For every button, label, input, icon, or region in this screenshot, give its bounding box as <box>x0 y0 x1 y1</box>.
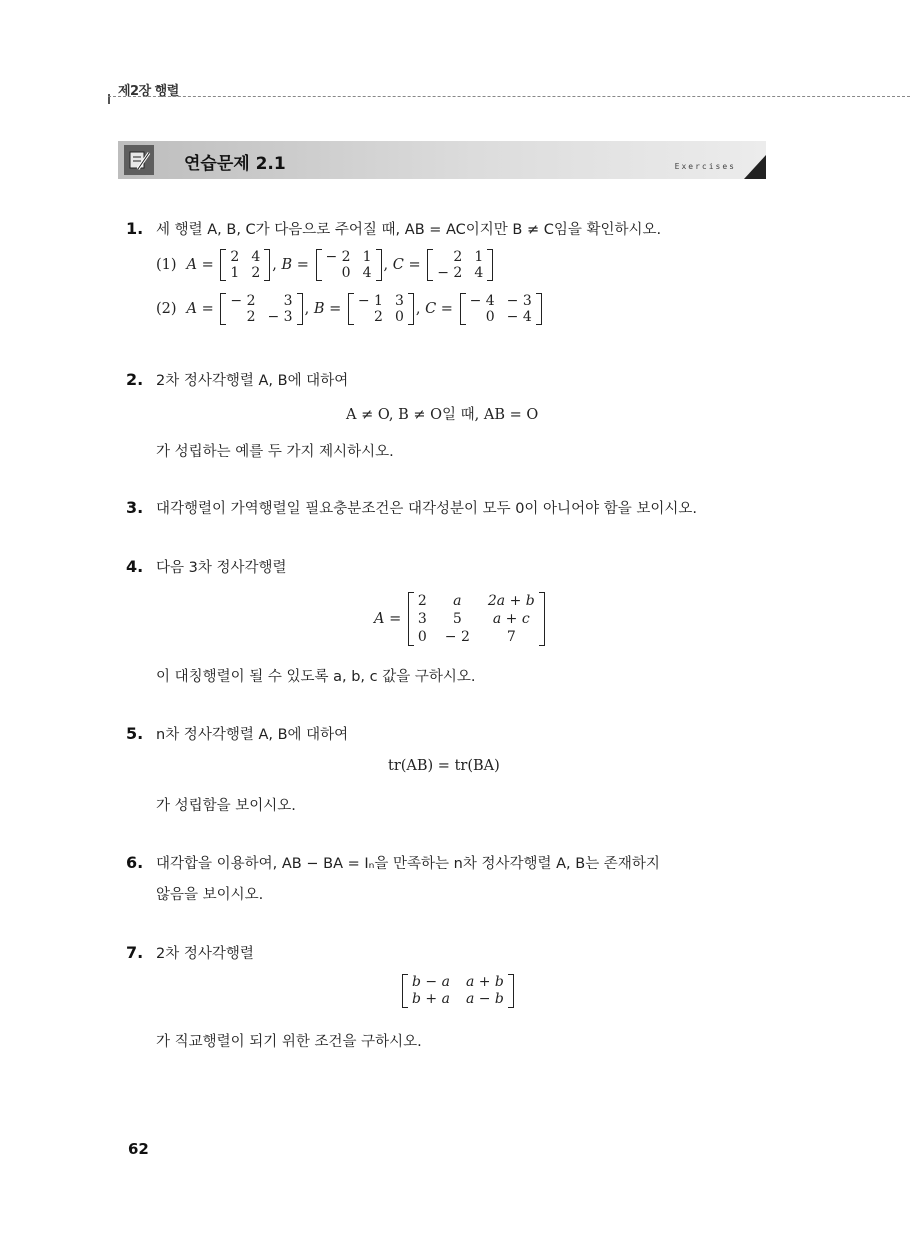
matrix-A <box>220 249 270 281</box>
matrix-cell: − 2 <box>444 629 470 645</box>
problem-7 <box>126 942 254 963</box>
problem-number: 5. <box>126 724 144 743</box>
matrix-C <box>427 249 493 281</box>
matrix-cell: 4 <box>251 249 261 265</box>
matrix-cell: 2 <box>246 309 256 325</box>
header-rule <box>108 96 910 97</box>
matrix-cell: 2 <box>374 309 383 325</box>
problem-5 <box>126 723 348 744</box>
matrix-cell: 2 <box>453 249 463 265</box>
problem-text: 2차 정사각행렬 <box>156 946 254 962</box>
matrix-cell: 3 <box>394 293 404 309</box>
problem-4-matrix-display <box>374 592 547 646</box>
problem-number: 6. <box>126 853 144 872</box>
matrix-cell: − 1 <box>357 293 383 309</box>
matrix-cell: 0 <box>341 265 351 281</box>
matrix-2x2 <box>402 974 514 1008</box>
problem-text: 대각행렬이 가역행렬일 필요충분조건은 대각성분이 모두 0이 아니어야 함을 보이시오. <box>156 501 697 517</box>
problem-number: 7. <box>126 943 144 962</box>
matrix-B <box>316 249 382 281</box>
problem-2-display-equation: A ≠ O, B ≠ O일 때, AB = O <box>346 407 539 423</box>
matrix-cell: b − a <box>412 974 450 990</box>
matrix-cell: − 2 <box>230 293 256 309</box>
problem-number: 4. <box>126 557 144 576</box>
problem-2 <box>126 369 348 390</box>
matrix-cell: 0 <box>485 309 495 325</box>
problem-1 <box>126 218 661 239</box>
matrix-lhs: A = <box>374 611 402 627</box>
matrix-cell: − 4 <box>506 309 532 325</box>
matrix-A-3x3 <box>408 592 545 646</box>
part-label: (1) <box>156 257 177 273</box>
matrix-cell: 7 <box>506 629 516 645</box>
matrix-cell: 1 <box>474 249 484 265</box>
problem-number: 3. <box>126 498 144 517</box>
problem-6 <box>126 852 660 873</box>
matrix-cell: 4 <box>362 265 372 281</box>
problem-1-part-1: (1) A = 2 4 1 2 , B = − 2 1 0 4 , C = 2 1 − 2 4 <box>156 249 495 281</box>
matrix-B <box>348 293 414 325</box>
matrix-cell: 2 <box>230 249 240 265</box>
problem-5-display-equation: tr(AB) = tr(BA) <box>388 758 500 774</box>
matrix-cell: − 4 <box>469 293 495 309</box>
matrix-cell: 2a + b <box>487 593 535 609</box>
matrix-A <box>220 293 302 325</box>
problem-text: n차 정사각행렬 A, B에 대하여 <box>156 727 349 743</box>
matrix-C <box>460 293 542 325</box>
problem-2-followup: 가 성립하는 예를 두 가지 제시하시오. <box>156 444 394 460</box>
problem-text: 다음 3차 정사각행렬 <box>156 560 287 576</box>
problem-text: 대각합을 이용하여, AB − BA = Iₙ을 만족하는 n차 정사각행렬 A, B는 존재하지 <box>156 856 660 872</box>
problem-7-followup: 가 직교행렬이 되기 위한 조건을 구하시오. <box>156 1034 422 1050</box>
matrix-cell: a <box>453 593 462 609</box>
matrix-cell: a − b <box>465 991 504 1007</box>
matrix-cell: 1 <box>362 249 372 265</box>
matrix-cell: 2 <box>251 265 261 281</box>
matrix-cell: − 2 <box>437 265 463 281</box>
matrix-cell: a + b <box>465 974 504 990</box>
matrix-cell: 0 <box>417 629 427 645</box>
matrix-cell: 5 <box>452 611 462 627</box>
matrix-cell: 3 <box>417 611 427 627</box>
problem-4 <box>126 556 287 577</box>
exercise-english-label: Exercises <box>674 162 736 171</box>
matrix-cell: 2 <box>417 593 427 609</box>
matrix-cell: − 3 <box>267 309 293 325</box>
problem-3 <box>126 497 697 518</box>
banner-corner-triangle <box>744 155 766 179</box>
matrix-cell: 3 <box>283 293 293 309</box>
exercise-title: 연습문제 2.1 <box>184 154 286 174</box>
problem-5-followup: 가 성립함을 보이시오. <box>156 798 296 814</box>
exercise-banner <box>118 141 766 179</box>
matrix-cell: a + c <box>492 611 530 627</box>
problem-number: 2. <box>126 370 144 389</box>
matrix-cell: − 2 <box>325 249 351 265</box>
problem-6-continuation: 않음을 보이시오. <box>156 887 264 903</box>
problem-text: 세 행렬 A, B, C가 다음으로 주어질 때, AB = AC이지만 B ≠ C임을 확인하시오. <box>156 222 662 238</box>
problem-number: 1. <box>126 219 144 238</box>
part-label: (2) <box>156 301 177 317</box>
running-head: 제2장 행렬 <box>118 84 179 99</box>
matrix-cell: − 3 <box>506 293 532 309</box>
problem-4-followup: 이 대칭행렬이 될 수 있도록 a, b, c 값을 구하시오. <box>156 669 476 685</box>
problem-1-part-2: (2) A = − 2 3 2 − 3 , B = − 1 3 2 0 , C = − 4 − 3 0 − 4 <box>156 293 544 325</box>
matrix-cell: 4 <box>474 265 484 281</box>
matrix-cell: 0 <box>394 309 404 325</box>
pencil-note-icon <box>124 145 154 175</box>
problem-text: 2차 정사각행렬 A, B에 대하여 <box>156 373 349 389</box>
matrix-cell: b + a <box>412 991 450 1007</box>
page-number: 62 <box>128 1140 149 1158</box>
matrix-cell: 1 <box>230 265 240 281</box>
problem-7-matrix-display <box>400 974 516 1008</box>
